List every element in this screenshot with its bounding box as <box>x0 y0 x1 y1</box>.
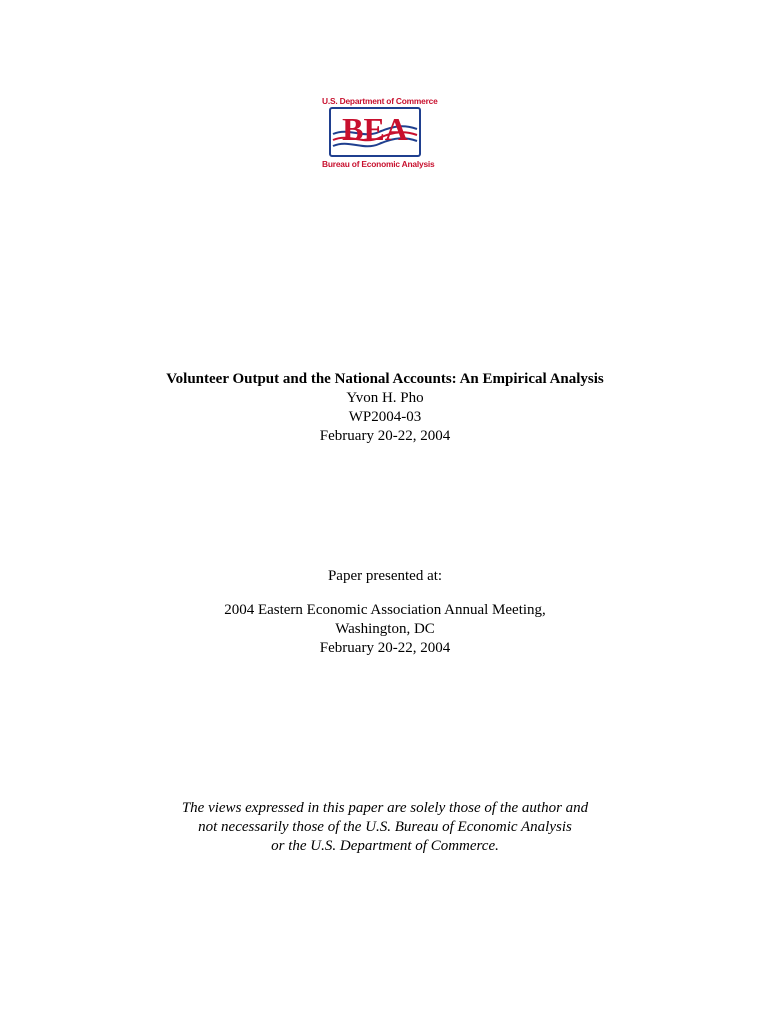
spacer <box>0 586 770 601</box>
logo-bureau-text: Bureau of Economic Analysis <box>322 159 435 169</box>
paper-date: February 20-22, 2004 <box>319 428 451 444</box>
disclaimer-line: not necessarily those of the U.S. Bureau of Economic Analysis <box>198 819 572 835</box>
meeting-name: 2004 Eastern Economic Association Annual Meeting, <box>224 602 546 618</box>
title-block <box>0 370 770 446</box>
paper-number: WP2004-03 <box>348 409 422 425</box>
meeting-location: Washington, DC <box>335 621 435 637</box>
paper-author: Yvon H. Pho <box>346 390 424 406</box>
paper-title: Volunteer Output and the National Accounts: An Empirical Analysis <box>166 371 604 387</box>
presented-at-label: Paper presented at: <box>327 568 443 584</box>
bea-logo <box>322 95 438 173</box>
presentation-block <box>0 567 770 658</box>
disclaimer <box>0 799 770 856</box>
logo-department-text: U.S. Department of Commerce <box>322 96 438 106</box>
meeting-date: February 20-22, 2004 <box>319 640 451 656</box>
logo-wordmark: BEA <box>342 111 408 147</box>
bea-wordmark-icon <box>329 107 421 157</box>
disclaimer-line: or the U.S. Department of Commerce. <box>271 838 499 854</box>
disclaimer-line: The views expressed in this paper are solely those of the author and <box>181 800 589 816</box>
